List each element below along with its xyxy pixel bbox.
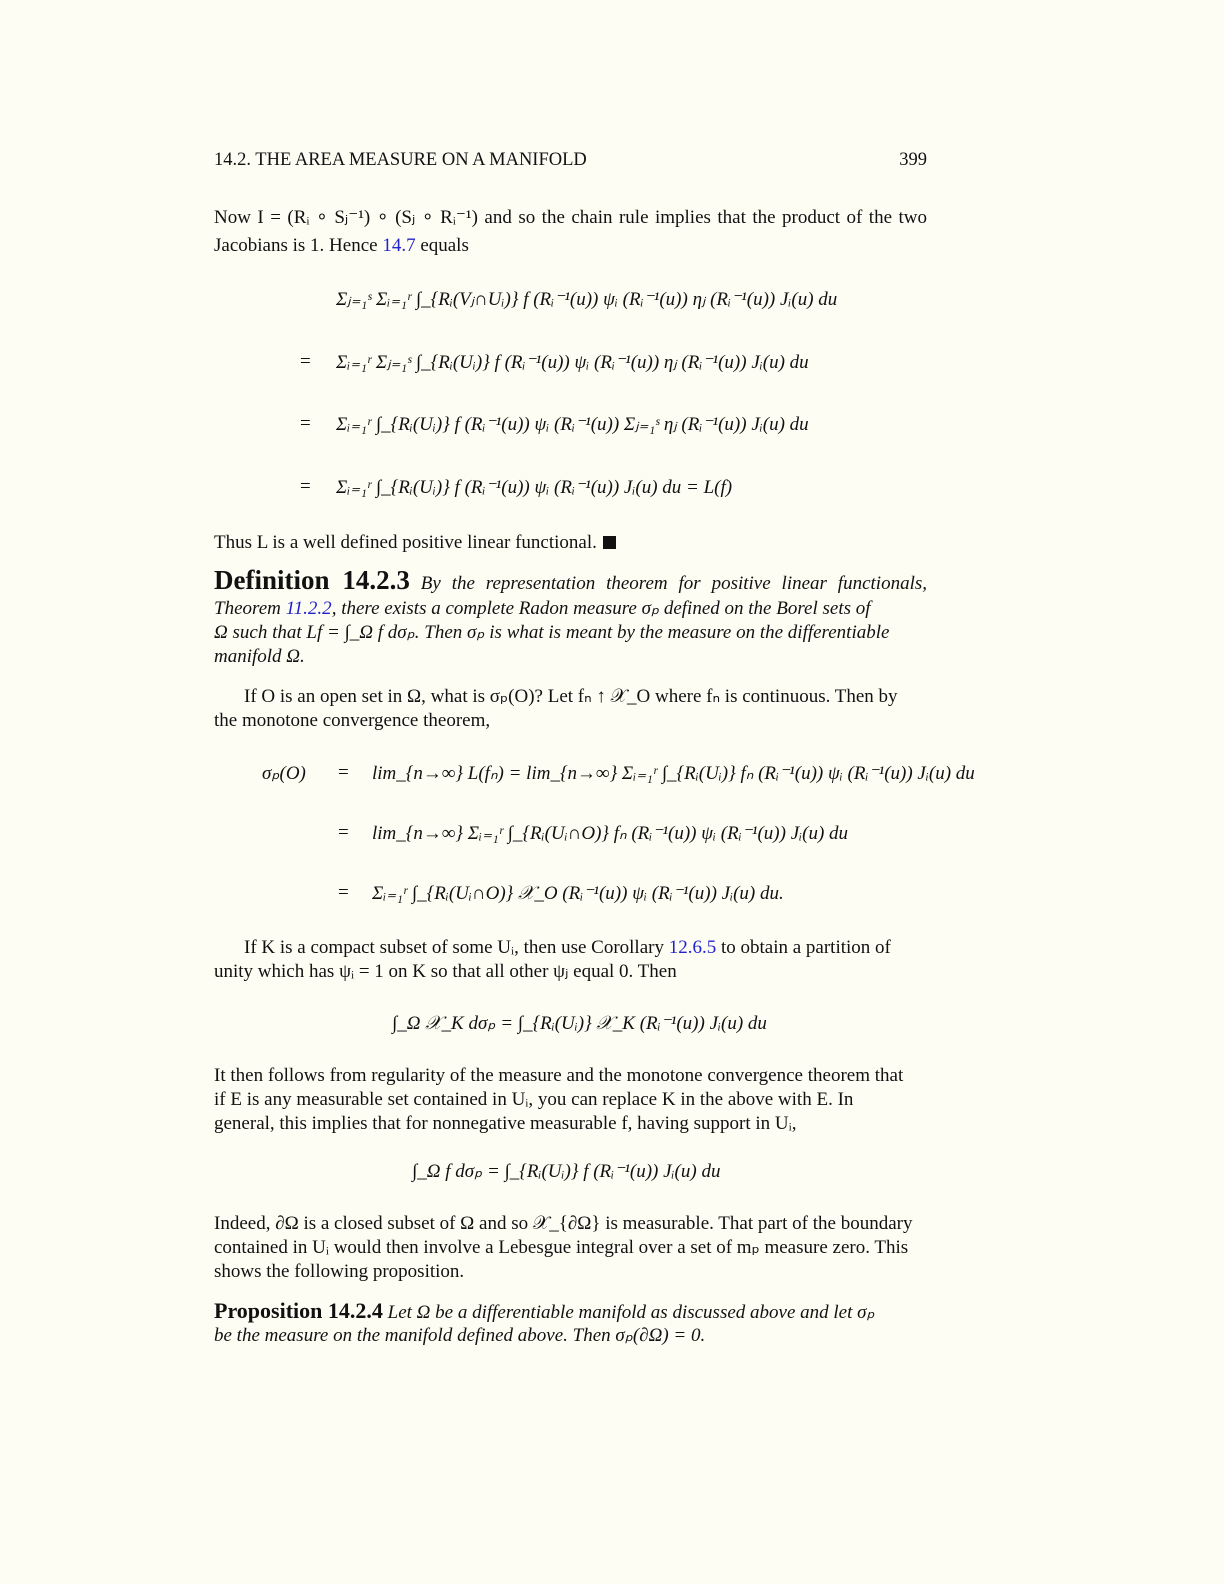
paragraph-line: contained in Uᵢ would then involve a Lebesgue integral over a set of mₚ measure zero. This	[214, 1237, 909, 1258]
proposition-line	[214, 1299, 927, 1325]
equation-link[interactable]: 14.7	[382, 235, 416, 256]
running-header	[214, 148, 927, 172]
paragraph-line	[214, 531, 927, 555]
equation-line: ∫_Ω f dσₚ = ∫_{Rᵢ(Uᵢ)} f (Rᵢ⁻¹(u)) Jᵢ(u) du	[412, 1161, 721, 1182]
equals-sign: =	[300, 476, 311, 497]
paragraph-line: Indeed, ∂Ω is a closed subset of Ω and so 𝒳_{∂Ω} is measurable. That part of the boundary	[214, 1213, 913, 1234]
text: equals	[415, 235, 469, 256]
paragraph-line	[214, 234, 927, 258]
qed-square-icon	[603, 536, 616, 549]
text: If K is a compact subset of some Uᵢ, then use Corollary	[244, 937, 669, 958]
equation-line: Σᵢ₌₁ʳ ∫_{Rᵢ(Uᵢ)} f (Rᵢ⁻¹(u)) ψᵢ (Rᵢ⁻¹(u)) Jᵢ(u) du = L(f)	[336, 477, 733, 498]
equals-sign: =	[300, 351, 311, 372]
proposition-line: be the measure on the manifold defined above. Then σₚ(∂Ω) = 0.	[214, 1325, 706, 1346]
equation-lhs: σₚ(O)	[262, 763, 306, 784]
equation-line: Σᵢ₌₁ʳ Σⱼ₌₁ˢ ∫_{Rᵢ(Uᵢ)} f (Rᵢ⁻¹(u)) ψᵢ (Rᵢ⁻¹(u)) ηⱼ (Rᵢ⁻¹(u)) Jᵢ(u) du	[336, 352, 809, 373]
definition-heading: Definition 14.2.3	[214, 565, 410, 595]
page-number: 399	[899, 150, 927, 170]
text: Jacobians is 1. Hence	[214, 235, 383, 256]
text: Let Ω be a differentiable manifold as discussed above and let σₚ	[387, 1302, 875, 1323]
equals-sign: =	[338, 882, 349, 903]
corollary-link[interactable]: 12.6.5	[668, 937, 717, 958]
proposition-heading: Proposition 14.2.4	[214, 1298, 383, 1323]
equation-line: ∫_Ω 𝒳_K dσₚ = ∫_{Rᵢ(Uᵢ)} 𝒳_K (Rᵢ⁻¹(u)) Jᵢ(u) du	[392, 1013, 767, 1034]
paragraph-line: It then follows from regularity of the measure and the monotone convergence theorem that	[214, 1065, 904, 1086]
equation-line: Σᵢ₌₁ʳ ∫_{Rᵢ(Uᵢ∩O)} 𝒳_O (Rᵢ⁻¹(u)) ψᵢ (Rᵢ⁻¹(u)) Jᵢ(u) du.	[372, 883, 784, 904]
equals-sign: =	[338, 762, 349, 783]
paragraph-line: general, this implies that for nonnegative measurable f, having support in Uᵢ,	[214, 1113, 797, 1134]
paragraph-line: If O is an open set in Ω, what is σₚ(O)? Let fₙ ↑ 𝒳_O where fₙ is continuous. Then by	[244, 686, 898, 707]
text: By the representation theorem for positive linear functionals,	[420, 573, 928, 594]
theorem-link[interactable]: 11.2.2	[285, 598, 332, 619]
equation-line: Σᵢ₌₁ʳ ∫_{Rᵢ(Uᵢ)} f (Rᵢ⁻¹(u)) ψᵢ (Rᵢ⁻¹(u)) Σⱼ₌₁ˢ ηⱼ (Rᵢ⁻¹(u)) Jᵢ(u) du	[336, 414, 809, 435]
paragraph-line: if E is any measurable set contained in Uᵢ, you can replace K in the above with E. In	[214, 1089, 854, 1110]
text: Thus L is a well defined positive linear functional.	[214, 532, 597, 553]
equals-sign: =	[338, 822, 349, 843]
paragraph-line: the monotone convergence theorem,	[214, 710, 491, 731]
equation-line: Σⱼ₌₁ˢ Σᵢ₌₁ʳ ∫_{Rᵢ(Vⱼ∩Uᵢ)} f (Rᵢ⁻¹(u)) ψᵢ (Rᵢ⁻¹(u)) ηⱼ (Rᵢ⁻¹(u)) Jᵢ(u) du	[336, 289, 838, 310]
text: to obtain a partition of	[716, 937, 891, 958]
equation-line: lim_{n→∞} L(fₙ) = lim_{n→∞} Σᵢ₌₁ʳ ∫_{Rᵢ(Uᵢ)} fₙ (Rᵢ⁻¹(u)) ψᵢ (Rᵢ⁻¹(u)) Jᵢ(u) du	[372, 763, 975, 784]
paragraph-line: Now I = (Rᵢ ∘ Sⱼ⁻¹) ∘ (Sⱼ ∘ Rᵢ⁻¹) and so the chain rule implies that the product of the two	[214, 207, 927, 228]
section-title: 14.2. THE AREA MEASURE ON A MANIFOLD	[214, 150, 587, 170]
definition-line	[214, 565, 928, 596]
paragraph-line: shows the following proposition.	[214, 1261, 465, 1282]
definition-line: Ω such that Lf = ∫_Ω f dσₚ. Then σₚ is what is meant by the measure on the differentiable	[214, 622, 890, 643]
equation-line: lim_{n→∞} Σᵢ₌₁ʳ ∫_{Rᵢ(Uᵢ∩O)} fₙ (Rᵢ⁻¹(u)) ψᵢ (Rᵢ⁻¹(u)) Jᵢ(u) du	[372, 823, 849, 844]
definition-line	[214, 597, 927, 621]
paragraph-line	[214, 936, 927, 960]
text: , there exists a complete Radon measure σₚ defined on the Borel sets of	[331, 598, 871, 619]
definition-line: manifold Ω.	[214, 646, 305, 667]
paragraph-line: unity which has ψᵢ = 1 on K so that all other ψⱼ equal 0. Then	[214, 961, 677, 982]
equals-sign: =	[300, 413, 311, 434]
text: Theorem	[214, 598, 286, 619]
